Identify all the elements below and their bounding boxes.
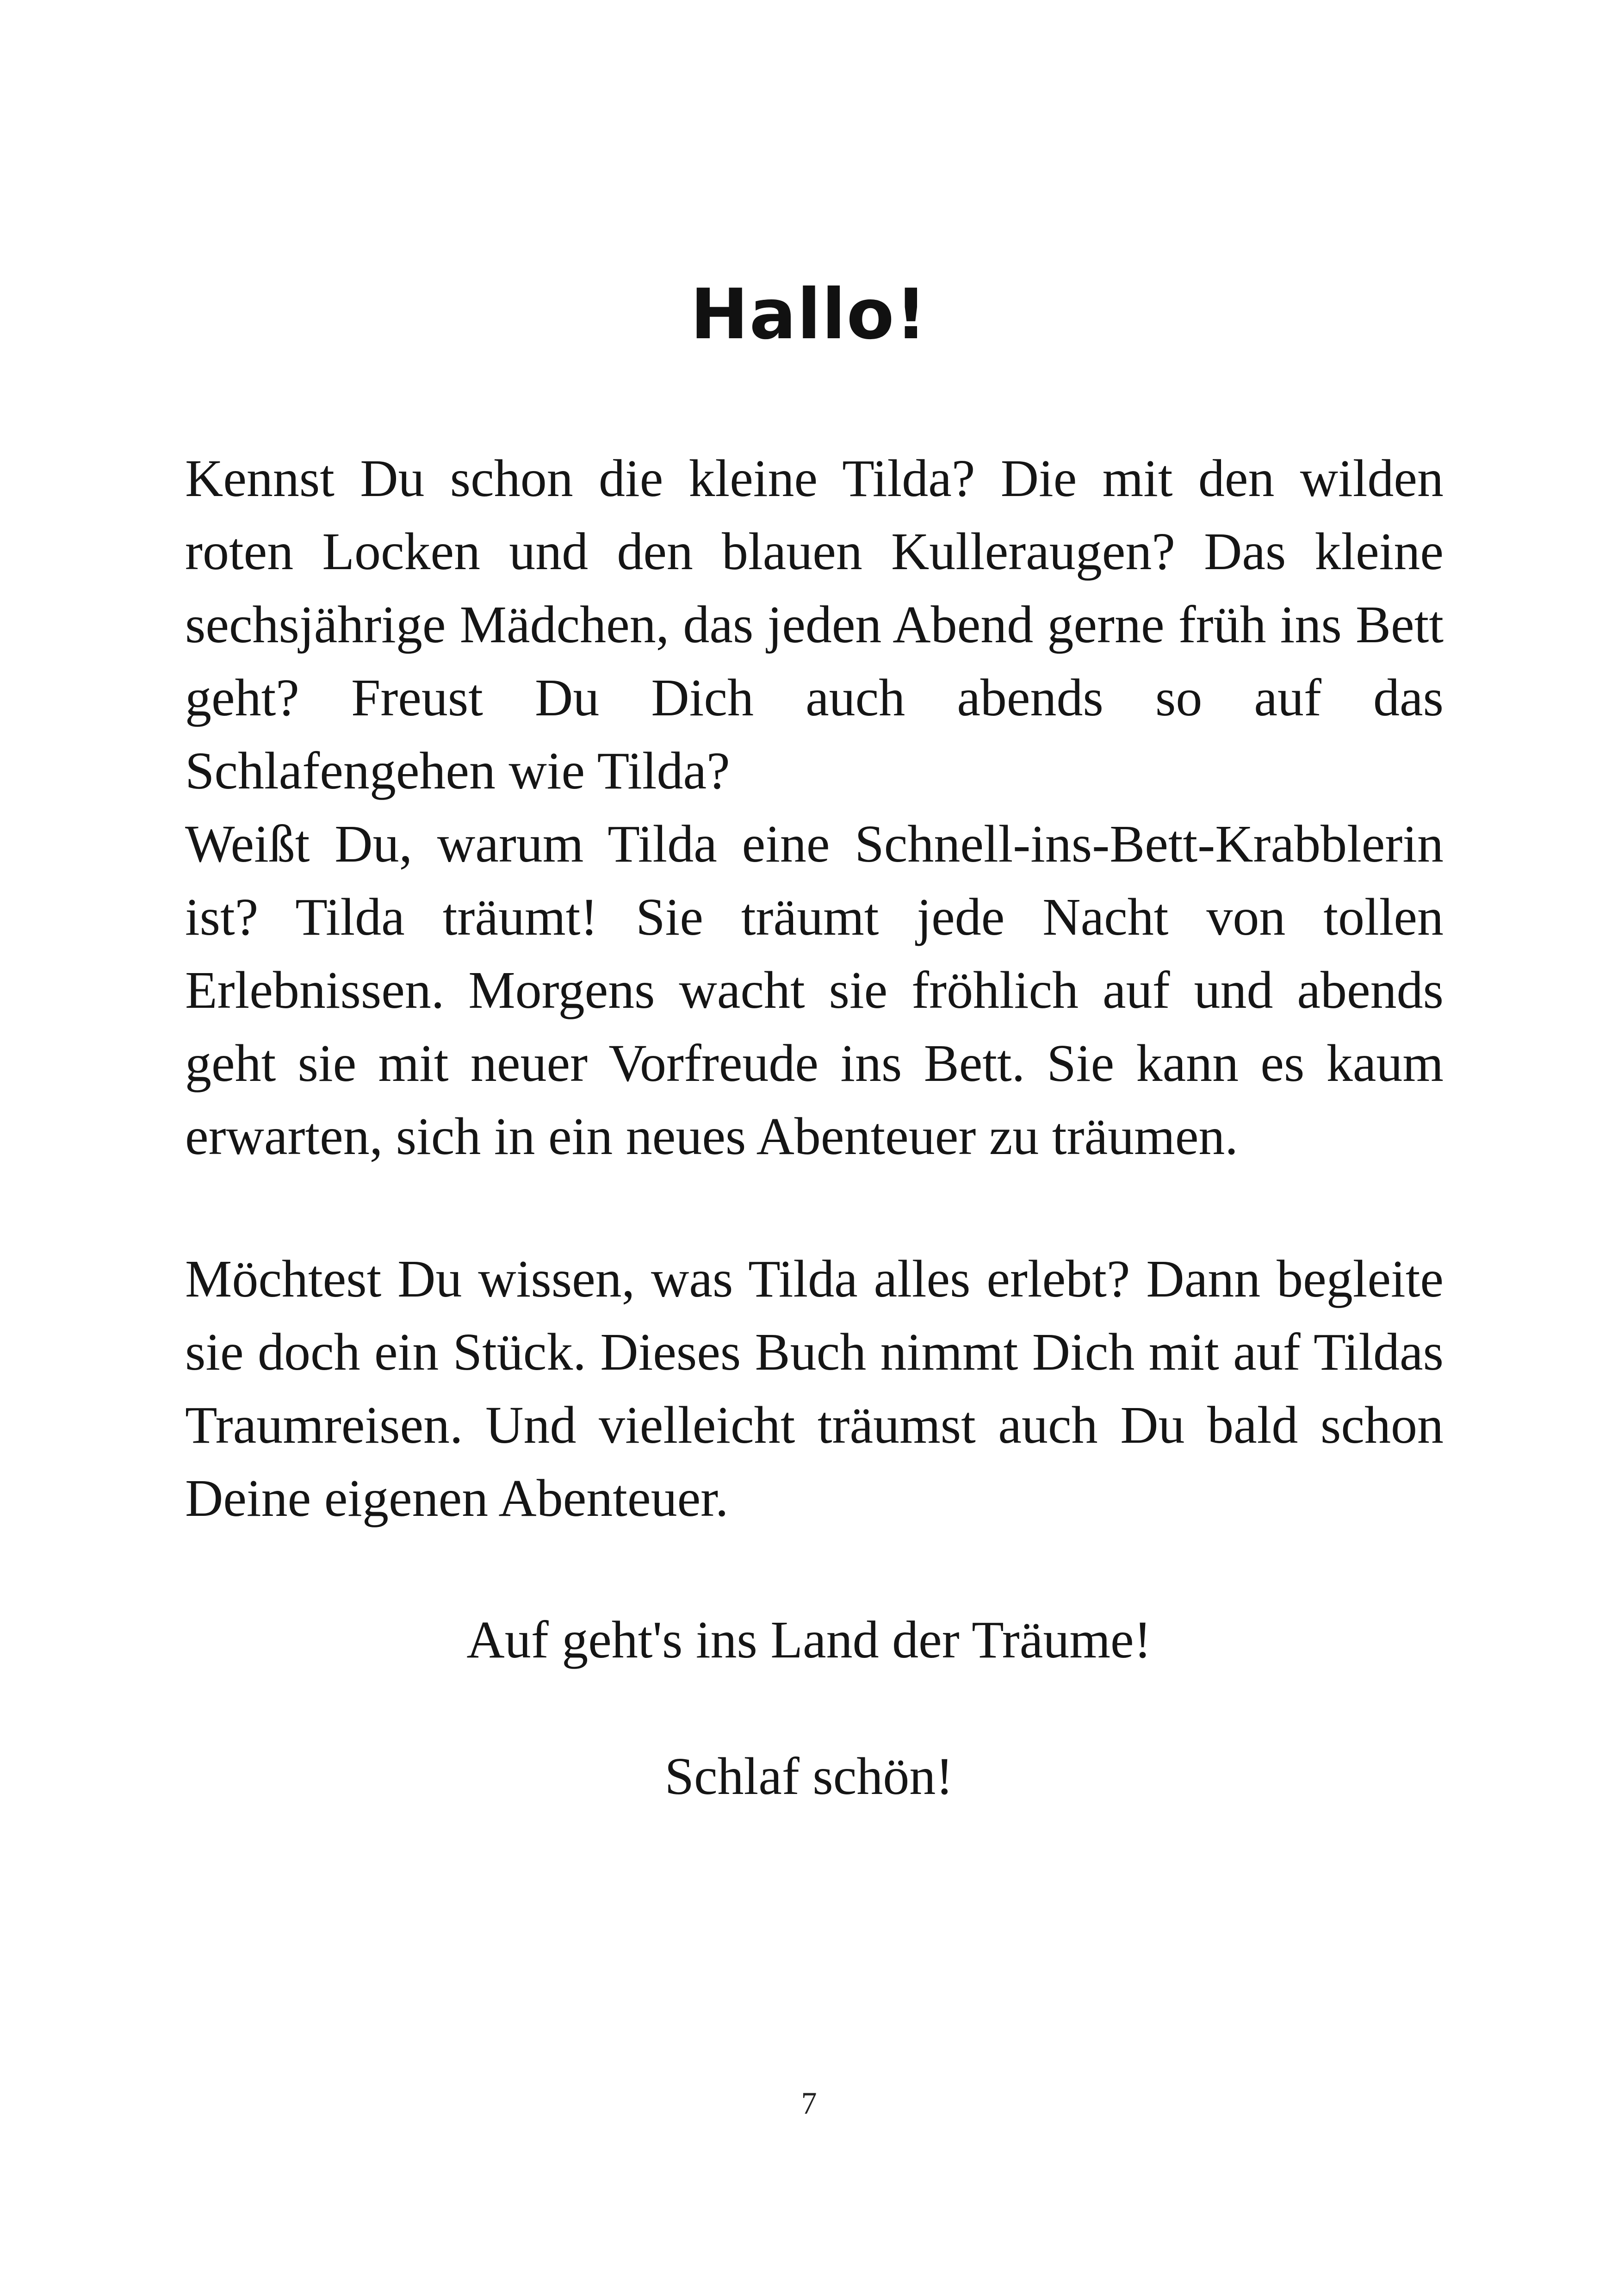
paragraph-2: Weißt Du, warum Tilda eine Schnell-ins-Bett-Krabblerin ist? Tilda träumt! Sie träumt jede Nacht von tollen Erlebnissen. Morgens wacht sie fröhlich auf und abends geht sie mit neuer Vorfreude ins Bett. Sie kann es kaum erwarten, sich in ein neues Abenteuer zu träumen.: [185, 814, 1444, 1166]
paragraph-1: Kennst Du schon die kleine Tilda? Die mit den wilden roten Locken und den blauen Kulleraugen? Das kleine sechsjährige Mädchen, das jeden Abend gerne früh ins Bett geht? Freust Du Dich auch abends so auf das Schlafengehen wie Tilda?: [185, 449, 1444, 800]
paragraph-3: Möchtest Du wissen, was Tilda alles erlebt? Dann begleite sie doch ein Stück. Dieses Buch nimmt Dich mit auf Tildas Traumreisen. Und vielleicht träumst auch Du bald schon Deine eigenen Abenteuer.: [185, 1249, 1444, 1527]
closing-line-sleep-well: Schlaf schön!: [664, 1747, 954, 1806]
page-number: 7: [801, 2085, 817, 2121]
closing-line-dreamland: Auf geht's ins Land der Träume!: [466, 1610, 1152, 1669]
page-heading: Hallo!: [690, 274, 928, 355]
